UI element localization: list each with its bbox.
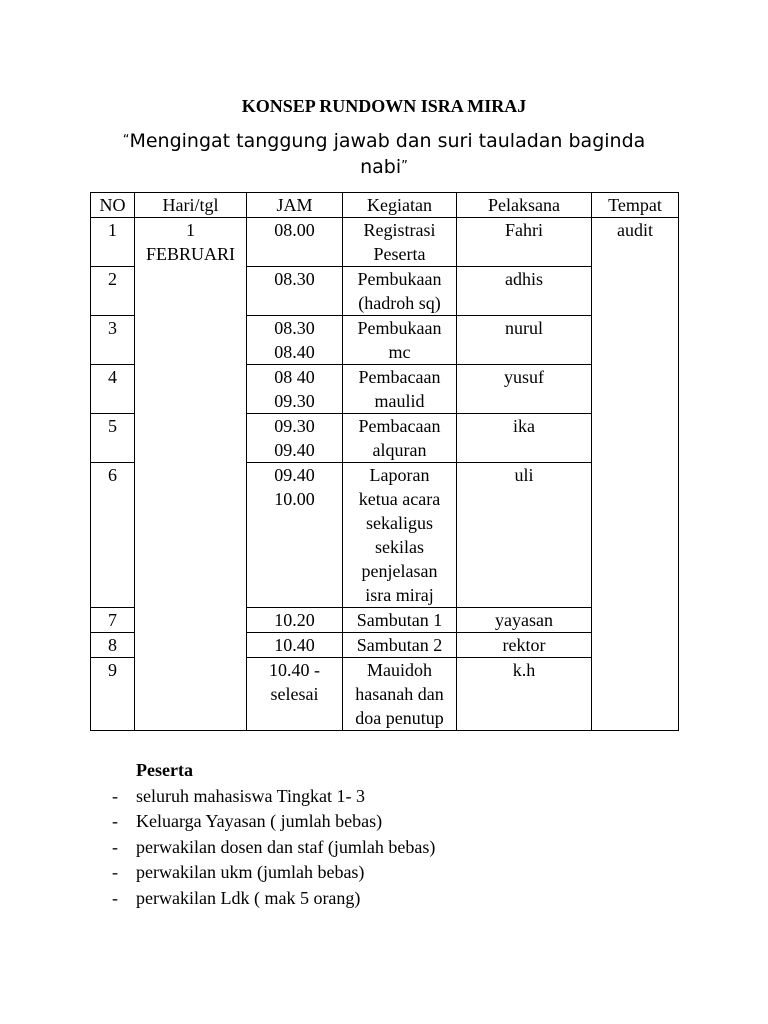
cell-kegiatan-line: (hadroh sq)	[358, 293, 441, 313]
cell-kegiatan-line: Pembacaan	[358, 416, 441, 436]
cell-jam-line: 10.20	[274, 610, 315, 630]
cell-kegiatan-line: sekilas	[375, 537, 424, 557]
cell-kegiatan-line: Mauidoh	[367, 660, 432, 680]
cell-kegiatan-line: Registrasi	[363, 220, 436, 240]
cell-jam	[247, 218, 343, 267]
cell-no: 5	[91, 414, 135, 463]
cell-jam	[247, 316, 343, 365]
cell-kegiatan-line: hasanah dan	[355, 684, 444, 704]
cell-kegiatan-line: isra miraj	[365, 585, 434, 605]
cell-kegiatan-line: maulid	[374, 391, 425, 411]
cell-jam-line: selesai	[270, 684, 319, 704]
cell-jam	[247, 463, 343, 608]
cell-kegiatan-line: Pembukaan	[357, 269, 442, 289]
cell-pelaksana: k.h	[457, 658, 592, 731]
cell-kegiatan-line: Pembukaan	[357, 318, 442, 338]
cell-kegiatan	[343, 267, 457, 316]
cell-jam	[247, 633, 343, 658]
cell-pelaksana: yayasan	[457, 608, 592, 633]
cell-jam	[247, 267, 343, 316]
list-item	[110, 835, 670, 861]
cell-date-line: FEBRUARI	[145, 244, 235, 264]
header-hari-tgl: Hari/tgl	[135, 193, 247, 218]
cell-jam-line: 09.30	[274, 416, 315, 436]
cell-jam-line: 09.40	[274, 465, 315, 485]
peserta-title: Peserta	[136, 760, 193, 780]
cell-jam-line: 10.00	[274, 489, 315, 509]
cell-no: 4	[91, 365, 135, 414]
cell-pelaksana: adhis	[457, 267, 592, 316]
cell-kegiatan	[343, 658, 457, 731]
cell-no: 2	[91, 267, 135, 316]
list-item-text: seluruh mahasiswa Tingkat 1- 3	[136, 785, 365, 806]
cell-kegiatan-line: alquran	[372, 440, 427, 460]
cell-jam	[247, 658, 343, 731]
cell-jam-line: 08.00	[274, 220, 315, 240]
document-subtitle	[100, 128, 668, 180]
cell-pelaksana: Fahri	[457, 218, 592, 267]
cell-no: 3	[91, 316, 135, 365]
cell-jam-line: 09.30	[274, 391, 315, 411]
subtitle-open-quote: “	[122, 133, 130, 148]
list-bullet: -	[112, 811, 118, 831]
list-bullet: -	[112, 785, 118, 806]
table-header-row	[91, 193, 679, 218]
list-bullet: -	[112, 836, 118, 857]
header-tempat: Tempat	[592, 193, 679, 218]
cell-kegiatan	[343, 633, 457, 658]
subtitle-close-quote: ”	[401, 159, 408, 174]
cell-kegiatan	[343, 218, 457, 267]
cell-kegiatan-line: sekaligus	[366, 513, 433, 533]
list-item	[110, 809, 670, 835]
cell-pelaksana: ika	[457, 414, 592, 463]
header-jam: JAM	[247, 193, 343, 218]
cell-no: 9	[91, 658, 135, 731]
cell-pelaksana: yusuf	[457, 365, 592, 414]
cell-no: 1	[91, 218, 135, 267]
list-item-text: Keluarga Yayasan ( jumlah bebas)	[136, 811, 383, 831]
table-body	[91, 218, 679, 731]
cell-kegiatan-line: Peserta	[373, 244, 426, 264]
table-row	[91, 218, 679, 267]
cell-kegiatan	[343, 365, 457, 414]
list-item-text: perwakilan dosen dan staf (jumlah bebas)	[136, 836, 436, 857]
list-item	[110, 886, 670, 912]
cell-kegiatan	[343, 463, 457, 608]
cell-tempat: audit	[592, 218, 679, 731]
cell-kegiatan-line: Sambutan 2	[356, 635, 443, 655]
subtitle-text: Mengingat tanggung jawab dan suri tauladan baginda nabi	[129, 130, 646, 178]
header-no: NO	[91, 193, 135, 218]
cell-pelaksana: uli	[457, 463, 592, 608]
peserta-section	[110, 758, 670, 911]
document-title: KONSEP RUNDOWN ISRA MIRAJ	[241, 96, 527, 116]
cell-kegiatan	[343, 414, 457, 463]
cell-kegiatan-line: ketua acara	[358, 489, 441, 509]
cell-date	[135, 218, 247, 731]
list-item	[110, 784, 670, 810]
cell-pelaksana: rektor	[457, 633, 592, 658]
cell-no: 7	[91, 608, 135, 633]
cell-kegiatan-line: Laporan	[369, 465, 430, 485]
rundown-table	[90, 192, 679, 731]
peserta-list	[110, 784, 670, 912]
cell-jam-line: 10.40 -	[269, 660, 320, 680]
cell-kegiatan-line: Sambutan 1	[356, 610, 443, 630]
cell-kegiatan	[343, 316, 457, 365]
list-item-text: perwakilan Ldk ( mak 5 orang)	[136, 887, 361, 908]
cell-kegiatan-line: mc	[388, 342, 411, 362]
cell-jam-line: 08 40	[274, 367, 315, 387]
cell-jam	[247, 365, 343, 414]
cell-kegiatan	[343, 608, 457, 633]
cell-jam-line: 08.30	[274, 269, 315, 289]
list-item	[110, 860, 670, 886]
cell-kegiatan-line: doa penutup	[355, 708, 444, 728]
cell-pelaksana: nurul	[457, 316, 592, 365]
cell-jam	[247, 414, 343, 463]
cell-date-line: 1	[186, 220, 195, 240]
cell-no: 6	[91, 463, 135, 608]
header-pelaksana: Pelaksana	[457, 193, 592, 218]
cell-jam-line: 10.40	[274, 635, 315, 655]
list-item-text: perwakilan ukm (jumlah bebas)	[136, 862, 365, 882]
cell-jam-line: 08.40	[274, 342, 315, 362]
list-bullet: -	[112, 887, 118, 908]
cell-kegiatan-line: penjelasan	[361, 561, 438, 581]
cell-no: 8	[91, 633, 135, 658]
cell-jam	[247, 608, 343, 633]
cell-jam-line: 09.40	[274, 440, 315, 460]
list-bullet: -	[112, 862, 118, 882]
cell-jam-line: 08.30	[274, 318, 315, 338]
cell-kegiatan-line: Pembacaan	[358, 367, 441, 387]
header-kegiatan: Kegiatan	[343, 193, 457, 218]
